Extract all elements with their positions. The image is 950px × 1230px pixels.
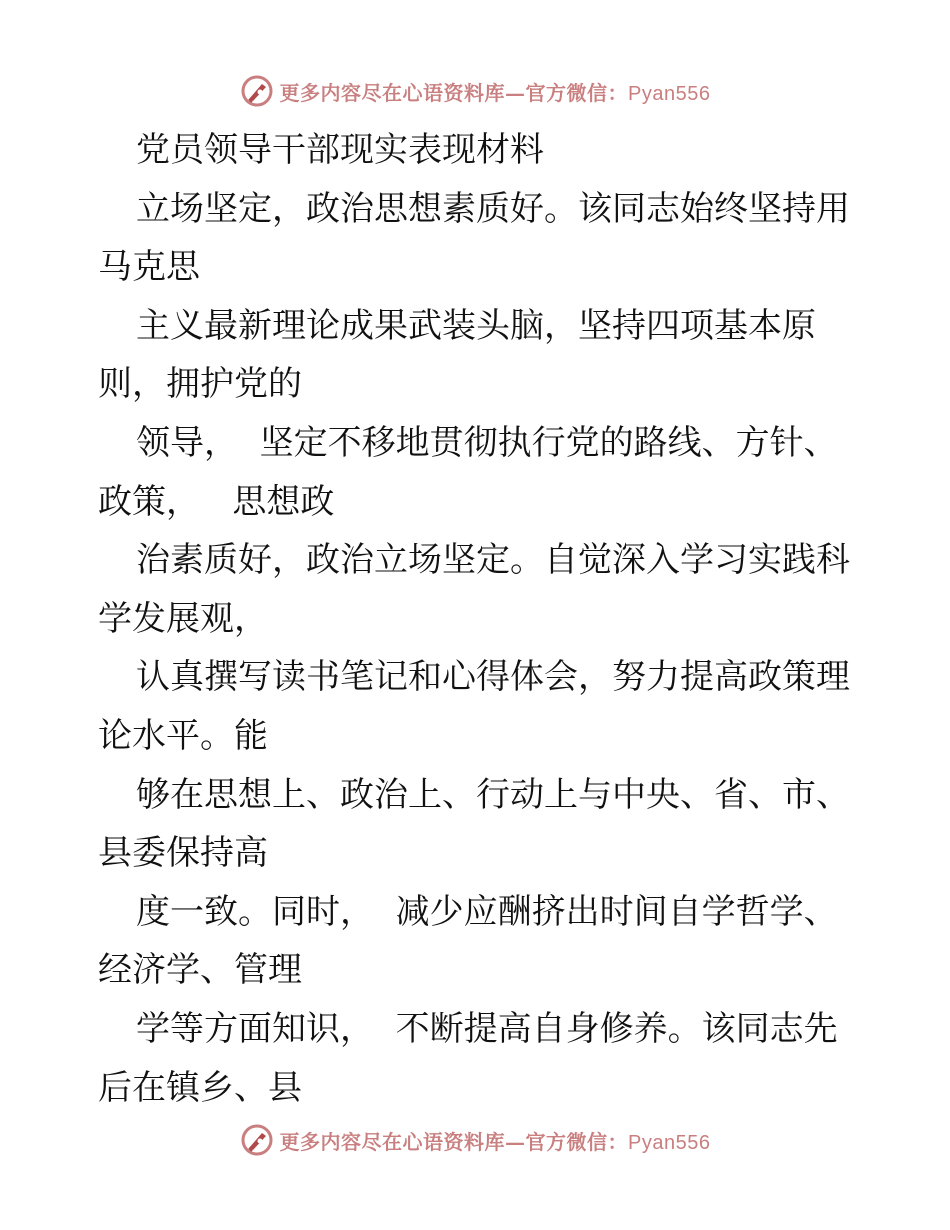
text-line: 主义最新理论成果武装头脑，坚持四项基本原 xyxy=(136,305,816,346)
text-line: 认真撰写读书笔记和心得体会，努力提高政策理 xyxy=(136,657,850,698)
footer-banner-text xyxy=(280,1126,711,1155)
text-line: 经济学、管理 xyxy=(98,950,302,991)
text-line: 马克思 xyxy=(98,247,200,288)
header-banner-sep: — xyxy=(505,80,526,105)
header-wechat-id: Pyan556 xyxy=(628,82,711,105)
header-banner xyxy=(0,71,950,111)
header-banner-main: 更多内容尽在心语资料库 xyxy=(279,80,506,105)
text-line: 县委保持高 xyxy=(98,833,268,874)
header-banner-text xyxy=(280,77,711,106)
text-line: 立场坚定，政治思想素质好。该同志始终坚持用 xyxy=(136,188,850,229)
text-line: 论水平。能 xyxy=(98,715,268,756)
footer-banner xyxy=(0,1120,950,1160)
footer-wechat-label: 官方微信： xyxy=(525,1129,629,1154)
document-body xyxy=(98,121,858,1117)
text-line: 治素质好，政治立场坚定。自觉深入学习实践科 xyxy=(136,540,850,581)
text-line: 领导， 坚定不移地贯彻执行党的路线、方针、 xyxy=(136,422,838,463)
document-title: 党员领导干部现实表现材料 xyxy=(136,130,544,170)
text-line: 度一致。同时， 减少应酬挤出时间自学哲学、 xyxy=(136,891,838,932)
header-wechat-label: 官方微信： xyxy=(525,80,629,105)
pen-logo-icon xyxy=(240,1123,274,1157)
footer-banner-sep: — xyxy=(505,1129,526,1154)
footer-banner-main: 更多内容尽在心语资料库 xyxy=(279,1129,506,1154)
text-line: 政策， 思想政 xyxy=(98,481,335,522)
text-line: 学等方面知识， 不断提高自身修养。该同志先 xyxy=(136,1008,838,1049)
text-line: 够在思想上、政治上、行动上与中央、省、市、 xyxy=(136,774,850,815)
pen-logo-icon xyxy=(240,74,274,108)
text-line: 学发展观， xyxy=(98,598,268,639)
text-line: 后在镇乡、县 xyxy=(98,1067,302,1108)
text-line: 则，拥护党的 xyxy=(98,364,302,405)
footer-wechat-id: Pyan556 xyxy=(628,1131,711,1154)
